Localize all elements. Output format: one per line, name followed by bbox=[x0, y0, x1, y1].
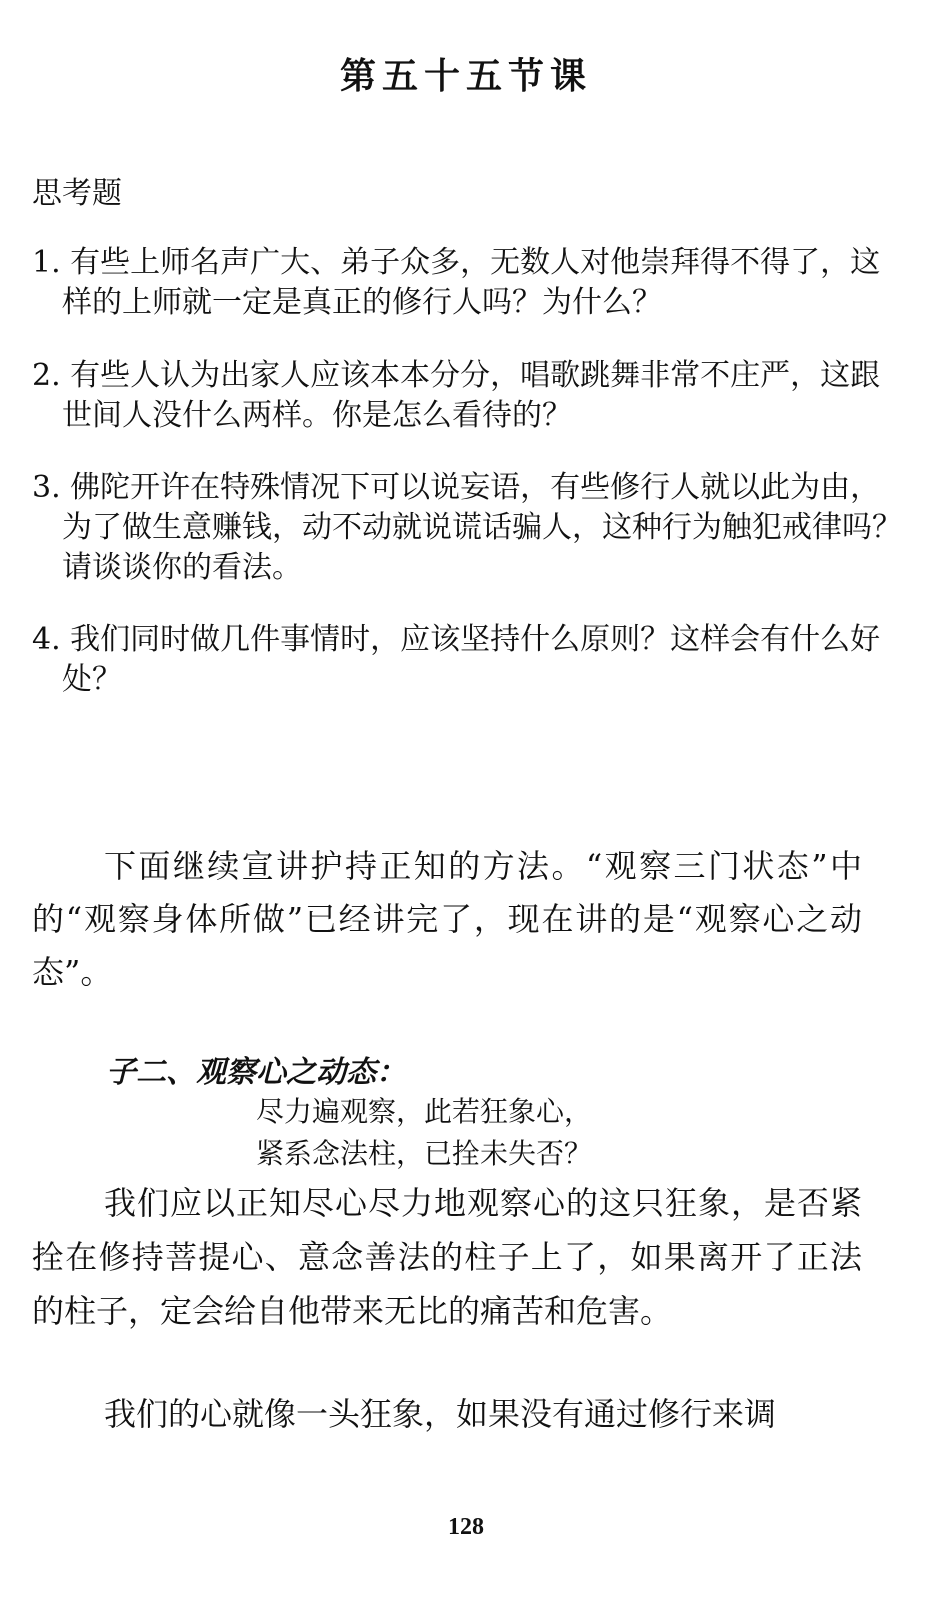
questions-heading: 思考题 bbox=[32, 176, 122, 211]
lesson-title: 第五十五节课 bbox=[339, 55, 592, 97]
question-3: 3. 佛陀开许在特殊情况下可以说妄语，有些修行人就以此为由，为了做生意赚钱，动不动就说谎话骗人，这种行为触犯戒律吗？请谈谈你的看法。 bbox=[32, 470, 902, 585]
verse-line-2: 紧系念法柱，已拴未失否？ bbox=[256, 1137, 593, 1170]
question-4: 4. 我们同时做几件事情时，应该坚持什么原则？这样会有什么好处？ bbox=[32, 622, 881, 697]
page-number: 128 bbox=[448, 1514, 484, 1540]
verse-line-1: 尽力遍观察，此若狂象心， bbox=[256, 1095, 593, 1128]
section-heading: 子二、观察心之动态： bbox=[106, 1055, 406, 1090]
body-paragraph-1: 我们应以正知尽心尽力地观察心的这只狂象，是否紧拴在修持菩提心、意念善法的柱子上了，如果离开了正法的柱子，定会给自他带来无比的痛苦和危害。 bbox=[32, 1184, 862, 1330]
intro-paragraph: 下面继续宣讲护持正知的方法。“观察三门状态”中的“观察身体所做”已经讲完了，现在讲的是“观察心之动态”。 bbox=[32, 847, 862, 991]
question-2: 2. 有些人认为出家人应该本本分分，唱歌跳舞非常不庄严，这跟世间人没什么两样。你是怎么看待的？ bbox=[32, 358, 881, 433]
body-paragraph-2: 我们的心就像一头狂象，如果没有通过修行来调 bbox=[104, 1395, 777, 1433]
question-1: 1. 有些上师名声广大、弟子众多，无数人对他崇拜得不得了，这样的上师就一定是真正的修行人吗？为什么？ bbox=[32, 245, 881, 320]
